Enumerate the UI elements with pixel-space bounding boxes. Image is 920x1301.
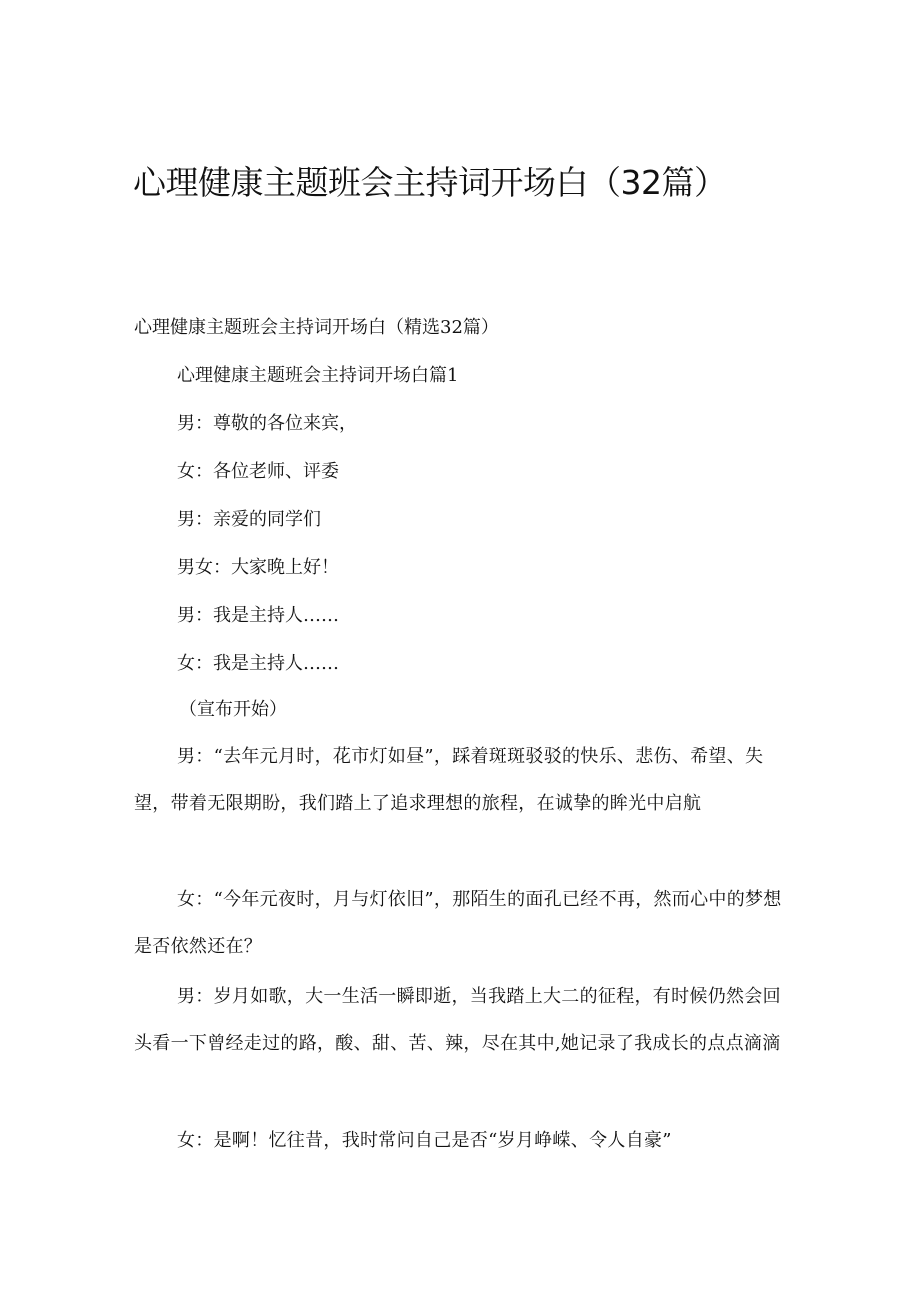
dialogue-line: 男：亲爱的同学们: [177, 509, 321, 530]
dialogue-paragraph: 女：“今年元夜时，月与灯依旧”，那陌生的面孔已经不再，然而心中的梦想是否依然还在？: [134, 889, 782, 957]
stage-direction: （宣布开始）: [179, 699, 287, 720]
dialogue-paragraph: 女：是啊！忆往昔，我时常问自己是否“岁月峥嵘、令人自豪”: [177, 1130, 672, 1151]
dialogue-line: 男女：大家晚上好！: [177, 557, 339, 578]
dialogue-line: 女：各位老师、评委: [177, 461, 339, 482]
dialogue-line: 男：我是主持人……: [177, 605, 339, 626]
dialogue-paragraph: 男：“去年元月时，花市灯如昼”，踩着斑斑驳驳的快乐、悲伤、希望、失望，带着无限期盼，我们踏上了追求理想的旅程，在诚挚的眸光中启航: [134, 746, 764, 814]
dialogue-paragraph: 男：岁月如歌，大一生活一瞬即逝，当我踏上大二的征程，有时候仍然会回头看一下曾经走过的路，酸、甜、苦、辣，尽在其中,她记录了我成长的点点滴滴: [134, 986, 781, 1054]
dialogue-line: 男：尊敬的各位来宾，: [177, 413, 357, 434]
document-title: 心理健康主题班会主持词开场白（32篇）: [133, 163, 727, 202]
section-heading: 心理健康主题班会主持词开场白篇1: [177, 365, 459, 386]
dialogue-line: 女：我是主持人……: [177, 653, 339, 674]
document-subtitle: 心理健康主题班会主持词开场白（精选32篇）: [134, 317, 499, 338]
